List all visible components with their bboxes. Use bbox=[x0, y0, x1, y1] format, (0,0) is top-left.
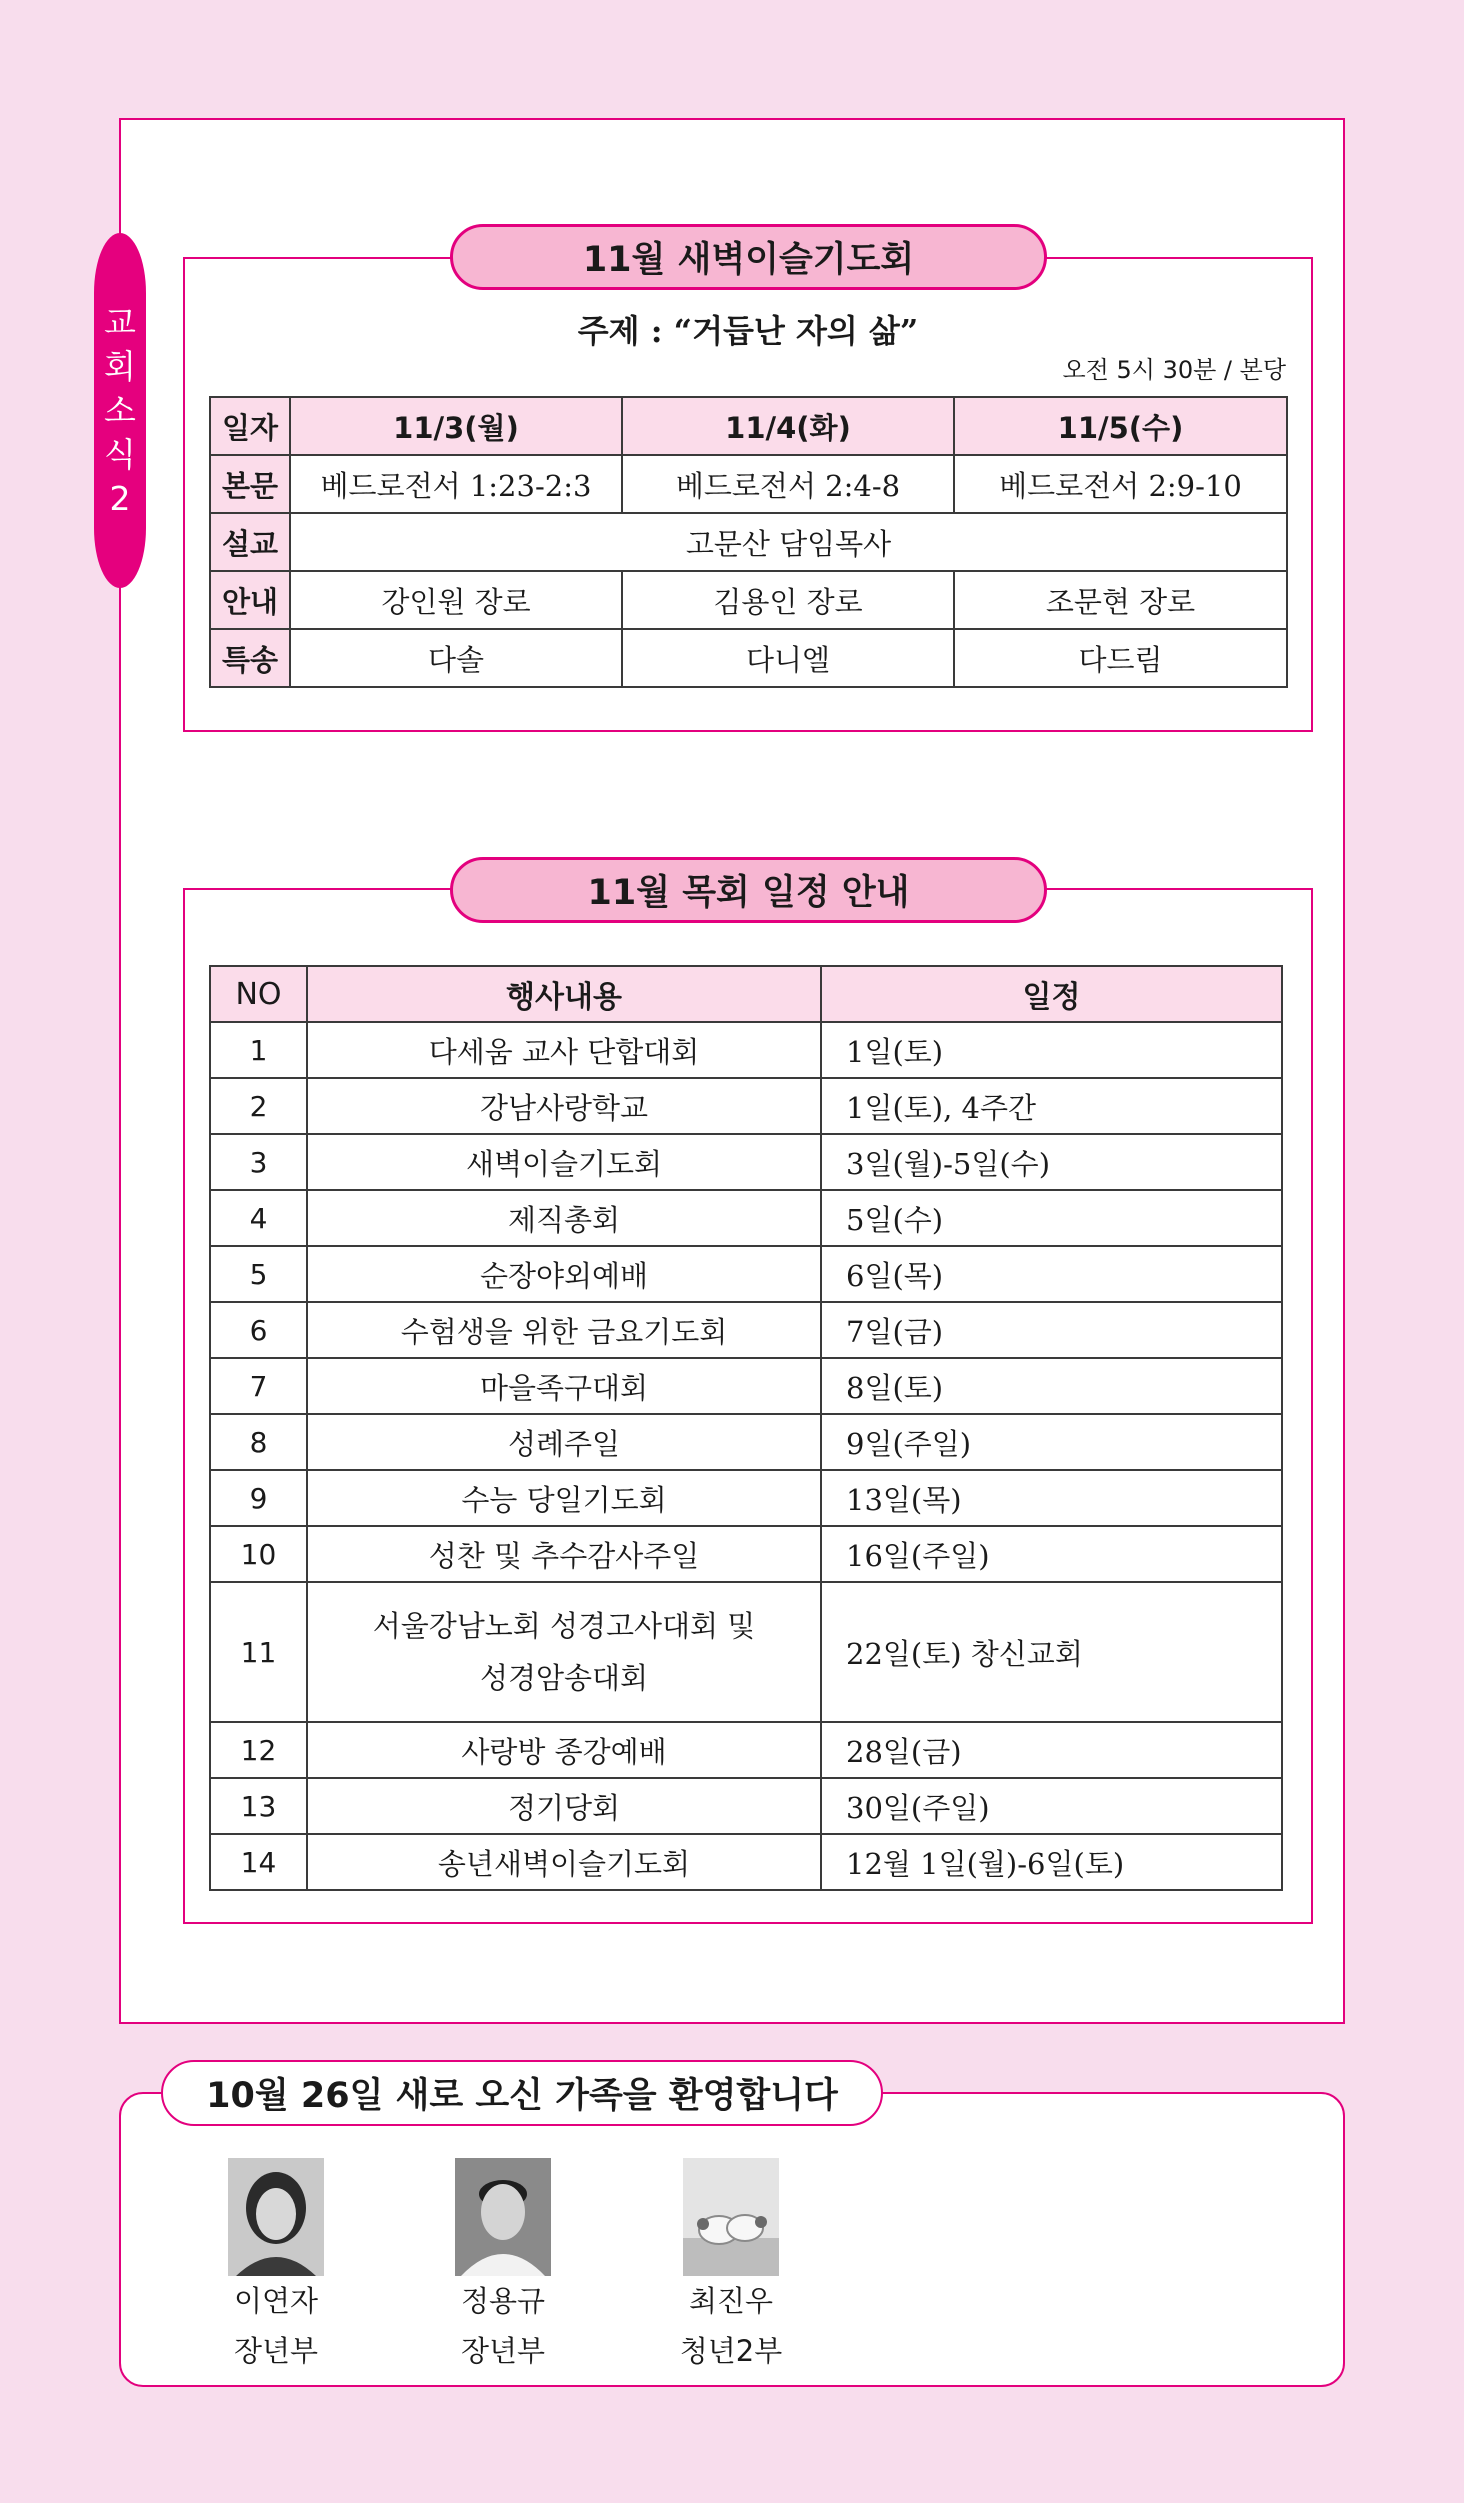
row-number: 11 bbox=[210, 1582, 307, 1722]
event-cell: 정기당회 bbox=[307, 1778, 821, 1834]
date-cell: 7일(금) bbox=[821, 1302, 1282, 1358]
section-tab-char: 소 bbox=[104, 390, 136, 430]
row-label: 설교 bbox=[210, 513, 290, 571]
date-header: 일정 bbox=[821, 966, 1282, 1022]
member-dept: 장년부 bbox=[460, 2334, 546, 2368]
event-cell: 강남사랑학교 bbox=[307, 1078, 821, 1134]
table-row bbox=[210, 1078, 1282, 1134]
table-cell: 다드림 bbox=[954, 629, 1287, 687]
row-number: 3 bbox=[210, 1134, 307, 1190]
table-cell: 고문산 담임목사 bbox=[290, 513, 1287, 571]
section-tab-char: 회 bbox=[104, 346, 136, 386]
dawn-prayer-table bbox=[209, 396, 1288, 688]
member-photo bbox=[683, 2158, 779, 2276]
event-cell: 마을족구대회 bbox=[307, 1358, 821, 1414]
event-line: 성경암송대회 bbox=[479, 1661, 649, 1695]
dawn-prayer-title: 11월 새벽이슬기도회 bbox=[450, 224, 1047, 290]
table-cell: 다솔 bbox=[290, 629, 622, 687]
dawn-prayer-theme: 주제 : “거듭난 자의 삶” bbox=[577, 312, 919, 350]
person-silhouette-icon bbox=[228, 2158, 324, 2276]
table-row bbox=[210, 1834, 1282, 1890]
date-cell: 1일(토) bbox=[821, 1022, 1282, 1078]
sheep-placeholder-icon bbox=[683, 2158, 779, 2276]
table-cell: 베드로전서 1:23-2:3 bbox=[290, 455, 622, 513]
date-header: 11/3(월) bbox=[290, 397, 622, 455]
event-cell: 송년새벽이슬기도회 bbox=[307, 1834, 821, 1890]
date-header: 11/5(수) bbox=[954, 397, 1287, 455]
table-cell: 조문현 장로 bbox=[954, 571, 1287, 629]
table-cell: 다니엘 bbox=[622, 629, 954, 687]
event-cell: 수능 당일기도회 bbox=[307, 1470, 821, 1526]
row-number: 9 bbox=[210, 1470, 307, 1526]
welcome-title: 10월 26일 새로 오신 가족을 환영합니다 bbox=[161, 2060, 883, 2126]
section-tab-char: 식 bbox=[104, 434, 136, 474]
date-cell: 13일(목) bbox=[821, 1470, 1282, 1526]
table-row bbox=[210, 1302, 1282, 1358]
date-cell: 9일(주일) bbox=[821, 1414, 1282, 1470]
dawn-prayer-time: 오전 5시 30분 / 본당 bbox=[1062, 356, 1286, 384]
row-number: 2 bbox=[210, 1078, 307, 1134]
event-cell: 사랑방 종강예배 bbox=[307, 1722, 821, 1778]
table-row bbox=[210, 1778, 1282, 1834]
member-name: 최진우 bbox=[688, 2284, 774, 2318]
table-row bbox=[210, 513, 1287, 571]
event-cell bbox=[307, 1582, 821, 1722]
date-cell: 3일(월)-5일(수) bbox=[821, 1134, 1282, 1190]
event-cell: 순장야외예배 bbox=[307, 1246, 821, 1302]
row-label: 본문 bbox=[210, 455, 290, 513]
section-tab bbox=[94, 233, 146, 588]
member-name: 정용규 bbox=[460, 2284, 546, 2318]
row-number: 8 bbox=[210, 1414, 307, 1470]
row-number: 14 bbox=[210, 1834, 307, 1890]
table-row bbox=[210, 1246, 1282, 1302]
member-dept: 장년부 bbox=[233, 2334, 319, 2368]
event-line: 서울강남노회 성경고사대회 및 bbox=[372, 1609, 756, 1643]
table-row bbox=[210, 629, 1287, 687]
date-cell: 22일(토) 창신교회 bbox=[821, 1582, 1282, 1722]
section-tab-char: 2 bbox=[109, 478, 131, 518]
date-cell: 6일(목) bbox=[821, 1246, 1282, 1302]
table-cell: 베드로전서 2:9-10 bbox=[954, 455, 1287, 513]
row-number: 1 bbox=[210, 1022, 307, 1078]
table-row bbox=[210, 571, 1287, 629]
table-row bbox=[210, 1358, 1282, 1414]
event-cell: 다세움 교사 단합대회 bbox=[307, 1022, 821, 1078]
table-row bbox=[210, 1526, 1282, 1582]
date-cell: 8일(토) bbox=[821, 1358, 1282, 1414]
section-tab-char: 교 bbox=[104, 302, 136, 342]
header-label: 일자 bbox=[210, 397, 290, 455]
table-row bbox=[210, 1134, 1282, 1190]
row-number: 12 bbox=[210, 1722, 307, 1778]
table-row bbox=[210, 966, 1282, 1022]
table-row bbox=[210, 1470, 1282, 1526]
table-row bbox=[210, 1022, 1282, 1078]
new-member-card bbox=[423, 2158, 583, 2376]
row-number: 7 bbox=[210, 1358, 307, 1414]
new-member-card bbox=[196, 2158, 356, 2376]
member-name: 이연자 bbox=[233, 2284, 319, 2318]
row-number: 13 bbox=[210, 1778, 307, 1834]
table-row bbox=[210, 1414, 1282, 1470]
event-cell: 새벽이슬기도회 bbox=[307, 1134, 821, 1190]
new-member-card bbox=[651, 2158, 811, 2376]
event-header: 행사내용 bbox=[307, 966, 821, 1022]
table-row bbox=[210, 455, 1287, 513]
member-photo bbox=[228, 2158, 324, 2276]
date-cell: 30일(주일) bbox=[821, 1778, 1282, 1834]
date-cell: 1일(토), 4주간 bbox=[821, 1078, 1282, 1134]
table-row bbox=[210, 1722, 1282, 1778]
date-cell: 16일(주일) bbox=[821, 1526, 1282, 1582]
event-cell: 성례주일 bbox=[307, 1414, 821, 1470]
row-number: 6 bbox=[210, 1302, 307, 1358]
row-number: 10 bbox=[210, 1526, 307, 1582]
table-row bbox=[210, 397, 1287, 455]
event-cell: 수험생을 위한 금요기도회 bbox=[307, 1302, 821, 1358]
no-header: NO bbox=[210, 966, 307, 1022]
row-label: 특송 bbox=[210, 629, 290, 687]
event-cell: 성찬 및 추수감사주일 bbox=[307, 1526, 821, 1582]
table-cell: 김용인 장로 bbox=[622, 571, 954, 629]
row-label: 안내 bbox=[210, 571, 290, 629]
row-number: 4 bbox=[210, 1190, 307, 1246]
table-cell: 강인원 장로 bbox=[290, 571, 622, 629]
schedule-title: 11월 목회 일정 안내 bbox=[450, 857, 1047, 923]
date-cell: 5일(수) bbox=[821, 1190, 1282, 1246]
member-dept: 청년2부 bbox=[679, 2334, 783, 2368]
table-row bbox=[210, 1582, 1282, 1722]
row-number: 5 bbox=[210, 1246, 307, 1302]
date-cell: 12월 1일(월)-6일(토) bbox=[821, 1834, 1282, 1890]
schedule-table bbox=[209, 965, 1283, 1891]
member-photo bbox=[455, 2158, 551, 2276]
table-cell: 베드로전서 2:4-8 bbox=[622, 455, 954, 513]
event-cell: 제직총회 bbox=[307, 1190, 821, 1246]
date-header: 11/4(화) bbox=[622, 397, 954, 455]
person-silhouette-icon bbox=[455, 2158, 551, 2276]
table-row bbox=[210, 1190, 1282, 1246]
date-cell: 28일(금) bbox=[821, 1722, 1282, 1778]
